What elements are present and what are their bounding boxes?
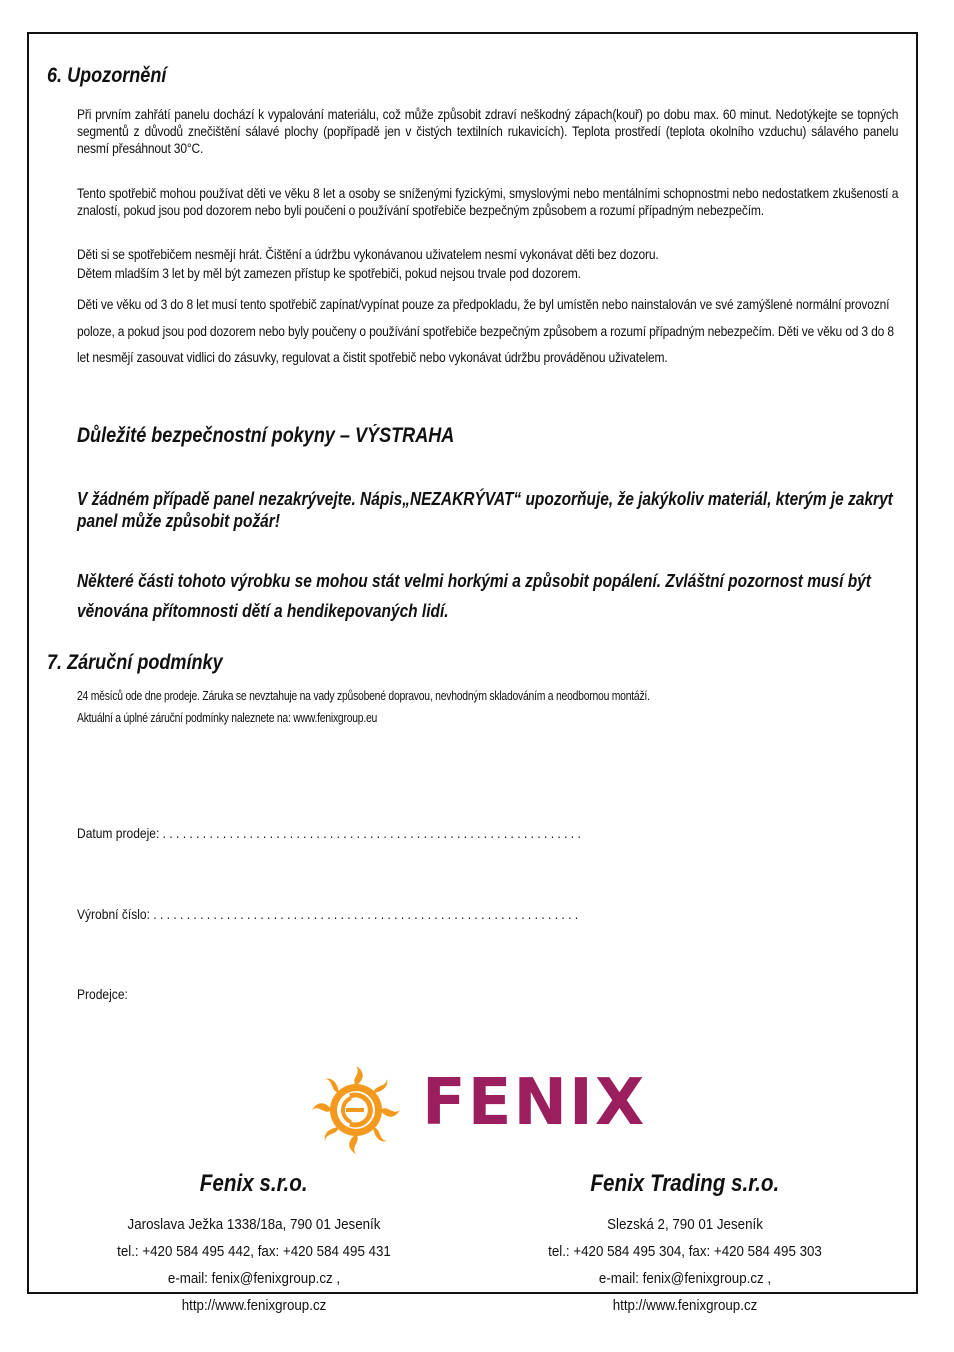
notice-paragraph-4: Dětem mladším 3 let by měl být zamezen přístup ke spotřebiči, pokud nejsou trvale pod dozorem. [77,265,581,281]
company-phone: tel.: +420 584 495 304, fax: +420 584 495 303 [548,1244,822,1260]
company-name: Fenix s.r.o. [200,1170,308,1197]
company-email: e-mail: fenix@fenixgroup.cz , http://www.fenixgroup.cz [598,1271,772,1314]
section-6-title: 6. Upozornění [47,64,167,87]
section-7-title: 7. Záruční podmínky [47,651,223,674]
warning-title: Důležité bezpečnostní pokyny – VÝSTRAHA [77,424,455,447]
notice-paragraph-5: Děti ve věku od 3 do 8 let musí tento spotřebič zapínat/vypínat pouze za předpokladu, že byl umístěn nebo nainstalován ve své zamýšlené normální provozní poloze, a pokud jsou pod dozorem nebo byly poučeny o používání spotřebiče bezpečným způsobem a rozumí případným nebezpečím. Děti ve věku od 3 do 8 let nesmějí zasouvat vidlici do zásuvky, regulovat a čistit spotřebič nebo vykonávat údržbu prováděnou uživatelem. [77,296,894,365]
company-fenix [84,1170,424,1320]
notice-paragraph-3: Děti si se spotřebičem nesmějí hrát. Čištění a údržbu vykonávanou uživatelem nesmí vykonávat děti bez dozoru. [77,246,659,262]
company-email: e-mail: fenix@fenixgroup.cz , http://www.fenixgroup.cz [167,1271,341,1314]
fenix-logo [306,1060,647,1160]
notice-paragraph-2: Tento spotřebič mohou používat děti ve věku 8 let a osoby se sníženými fyzickými, smyslovými nebo mentálními schopnostmi nebo nedostatkem zkušeností a znalostí, pokud jsou pod dozorem nebo byli poučeni o používání spotřebiče bezpečným způsobem a rozumí případným nebezpečím. [77,185,899,218]
notice-paragraph-1: Při prvním zahřátí panelu dochází k vypalování materiálu, což může způsobit zdraví neškodný zápach(kouř) po dobu max. 60 minut. Nedotýkejte se topných segmentů z důvodů znečištění sálavé plochy (popřípadě jen v čistých textilních rukavicích). Teplota prostředí (teplota okolního vzduchu) sálavého panelu nesmí přesáhnout 30°C. [77,106,899,156]
warranty-line-2: Aktuální a úplné záruční podmínky naleznete na: www.fenixgroup.eu [77,710,378,725]
company-name: Fenix Trading s.r.o. [590,1170,780,1197]
sun-logo-icon [306,1060,406,1160]
seller-field: Prodejce: [77,986,128,1002]
company-phone: tel.: +420 584 495 442, fax: +420 584 495 431 [117,1244,391,1260]
company-fenix-trading [515,1170,855,1320]
warning-paragraph-1: V žádném případě panel nezakrývejte. Nápis„NEZAKRÝVAT“ upozorňuje, že jakýkoliv materiál, kterým je zakryt panel může způsobit požár! [77,489,893,531]
sale-date-field: Datum prodeje: . . . . . . . . . . . . . . . . . . . . . . . . . . . . . . . . . . . . . . . . . . . . . . . . . . . . . . . . . . . . . . . [77,825,581,841]
serial-number-field: Výrobní číslo: . . . . . . . . . . . . . . . . . . . . . . . . . . . . . . . . . . . . . . . . . . . . . . . . . . . . . . . . . . . . . . . . [77,906,579,922]
logo-wordmark: FENIX [422,1066,647,1140]
warning-paragraph-2: Některé části tohoto výrobku se mohou stát velmi horkými a způsobit popálení. Zvláštní pozornost musí být věnována přítomnosti dětí a hendikepovaných lidí. [77,571,871,621]
warranty-line-1: 24 měsíců ode dne prodeje. Záruka se nevztahuje na vady způsobené dopravou, nevhodným skladováním a neodbornou montáží. [77,688,650,703]
company-address: Jaroslava Ježka 1338/18a, 790 01 Jeseník [127,1217,381,1233]
company-address: Slezská 2, 790 01 Jeseník [607,1217,763,1233]
